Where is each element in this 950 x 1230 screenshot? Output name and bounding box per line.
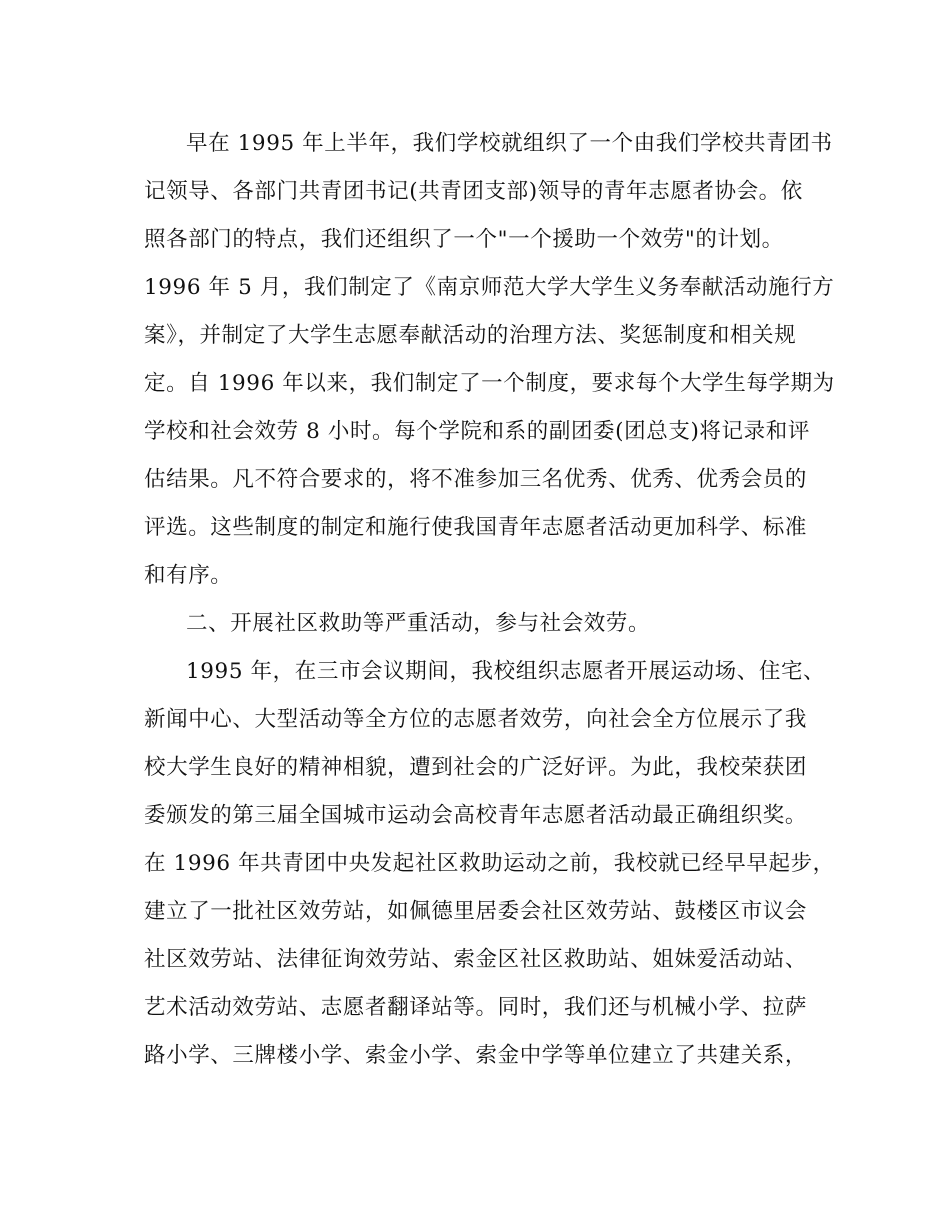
paragraph-line-15: 委颁发的第三届全国城市运动会高校青年志愿者活动最正确组织奖。	[144, 803, 808, 828]
paragraph-line-7: 学校和社会效劳 8 小时。每个学院和系的副团委(团总支)将记录和评	[144, 419, 810, 444]
paragraph-line-3: 照各部门的特点，我们还组织了一个"一个援助一个效劳"的计划。	[144, 227, 784, 252]
paragraph-line-2: 记领导、各部门共青团书记(共青团支部)领导的青年志愿者协会。依	[144, 179, 803, 204]
paragraph-line-9: 评选。这些制度的制定和施行使我国青年志愿者活动更加科学、标准	[144, 515, 808, 540]
paragraph-line-6: 定。自 1996 年以来，我们制定了一个制度，要求每个大学生每学期为	[144, 371, 835, 396]
paragraph-line-14: 校大学生良好的精神相貌，遭到社会的广泛好评。为此，我校荣获团	[144, 755, 808, 780]
paragraph-line-4: 1996 年 5 月，我们制定了《南京师范大学大学生义务奉献活动施行方	[144, 275, 835, 300]
paragraph-line-8: 估结果。凡不符合要求的，将不准参加三名优秀、优秀、优秀会员的	[144, 467, 808, 492]
paragraph-line-10: 和有序。	[144, 563, 233, 588]
paragraph-line-5: 案》，并制定了大学生志愿奉献活动的治理方法、奖惩制度和相关规	[144, 323, 797, 348]
paragraph-line-12: 1995 年，在三市会议期间，我校组织志愿者开展运动场、住宅、	[186, 659, 826, 684]
paragraph-line-17: 建立了一批社区效劳站，如佩德里居委会社区效劳站、鼓楼区市议会	[144, 899, 808, 924]
paragraph-line-1: 早在 1995 年上半年，我们学校就组织了一个由我们学校共青团书	[186, 131, 833, 156]
paragraph-line-20: 路小学、三牌楼小学、索金小学、索金中学等单位建立了共建关系，	[144, 1043, 808, 1068]
paragraph-line-19: 艺术活动效劳站、志愿者翻译站等。同时，我们还与机械小学、拉萨	[144, 995, 808, 1020]
paragraph-line-18: 社区效劳站、法律征询效劳站、索金区社区救助站、姐妹爱活动站、	[144, 947, 808, 972]
paragraph-line-16: 在 1996 年共青团中央发起社区救助运动之前，我校就已经早早起步，	[144, 851, 835, 876]
paragraph-line-13: 新闻中心、大型活动等全方位的志愿者效劳，向社会全方位展示了我	[144, 707, 808, 732]
section-heading: 二、开展社区救助等严重活动，参与社会效劳。	[186, 611, 651, 636]
